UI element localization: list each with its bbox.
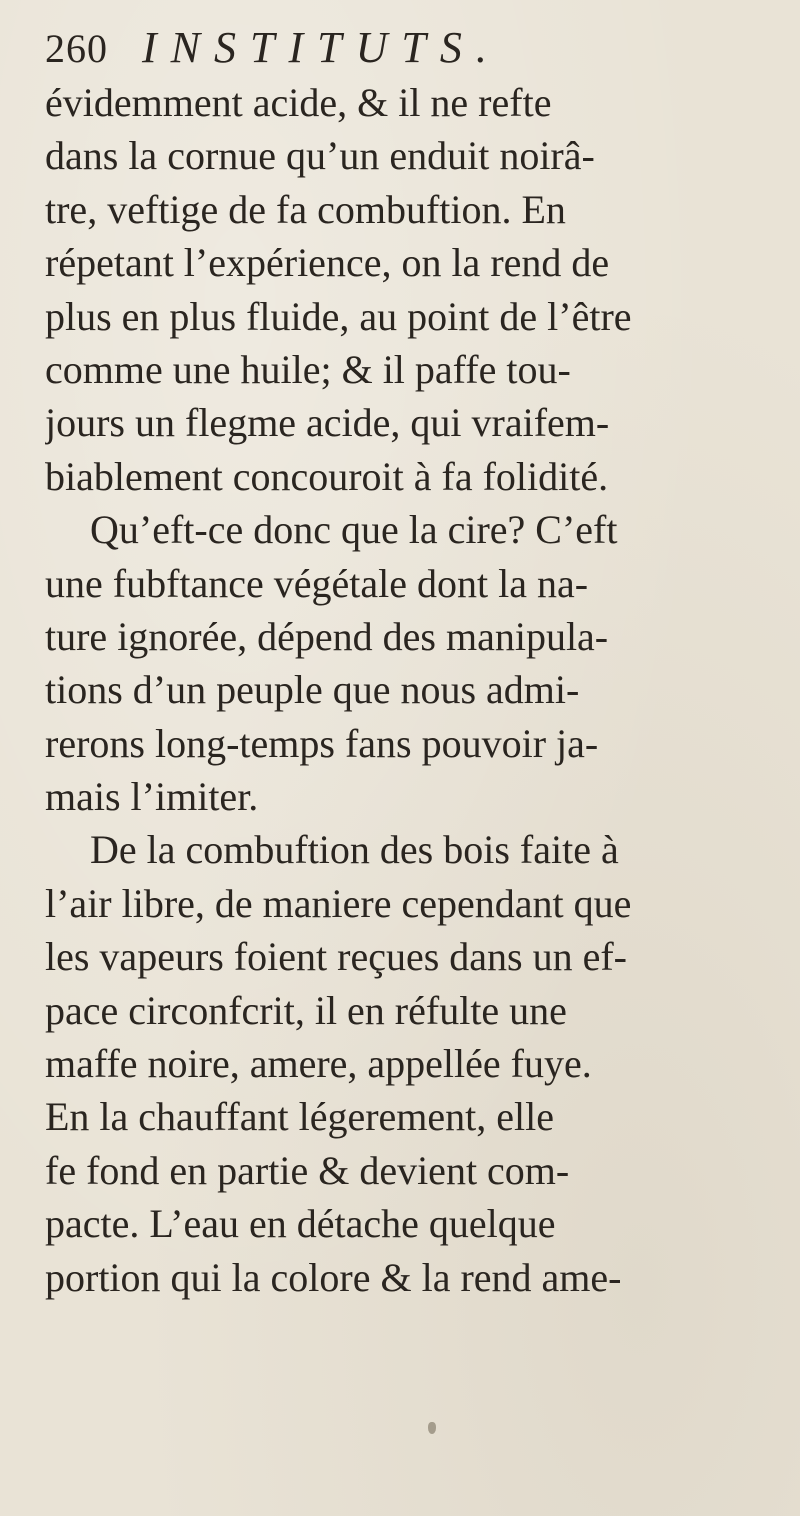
text-line: biablement concouroit à fa folidité. — [45, 453, 609, 499]
text-line: ture ignorée, dépend des manipula- — [45, 613, 609, 659]
text-line: comme une huile; & il paffe tou- — [45, 346, 571, 392]
text-line: pace circonfcrit, il en réfulte une — [45, 987, 567, 1033]
running-title: INSTITUTS. — [142, 23, 501, 72]
text-line: tions d’un peuple que nous admi- — [45, 667, 580, 713]
paragraph-start-line: Qu’eft-ce donc que la cire? C’eft — [90, 507, 618, 553]
text-line: plus en plus fluide, au point de l’être — [45, 293, 632, 339]
text-line: les vapeurs foient reçues dans un ef- — [45, 934, 627, 980]
text-line: jours un flegme acide, qui vraifem- — [45, 400, 610, 446]
text-line: une fubftance végétale dont la na- — [45, 560, 589, 606]
text-line: maffe noire, amere, appellée fuye. — [45, 1041, 592, 1087]
text-line: mais l’imiter. — [45, 774, 259, 820]
text-line: rerons long-temps fans pouvoir ja- — [45, 720, 599, 766]
text-line: portion qui la colore & la rend ame- — [45, 1254, 622, 1300]
text-line: pacte. L’eau en détache quelque — [45, 1201, 556, 1247]
page-number: 260 — [45, 26, 108, 71]
text-line: l’air libre, de maniere cependant que — [45, 880, 632, 926]
ink-spot — [428, 1422, 436, 1434]
text-line: évidemment acide, & il ne refte — [45, 80, 552, 125]
text-line: En la chauffant légerement, elle — [45, 1094, 555, 1140]
text-line: répetant l’expérience, on la rend de — [45, 240, 610, 286]
text-line: tre, veftige de fa combuftion. En — [45, 186, 566, 232]
body-text — [45, 76, 775, 1304]
text-line: fe fond en partie & devient com- — [45, 1147, 570, 1193]
text-line: dans la cornue qu’un enduit noirâ- — [45, 133, 595, 179]
page-header — [45, 22, 765, 82]
paragraph-start-line: De la combuftion des bois faite à — [90, 827, 619, 873]
